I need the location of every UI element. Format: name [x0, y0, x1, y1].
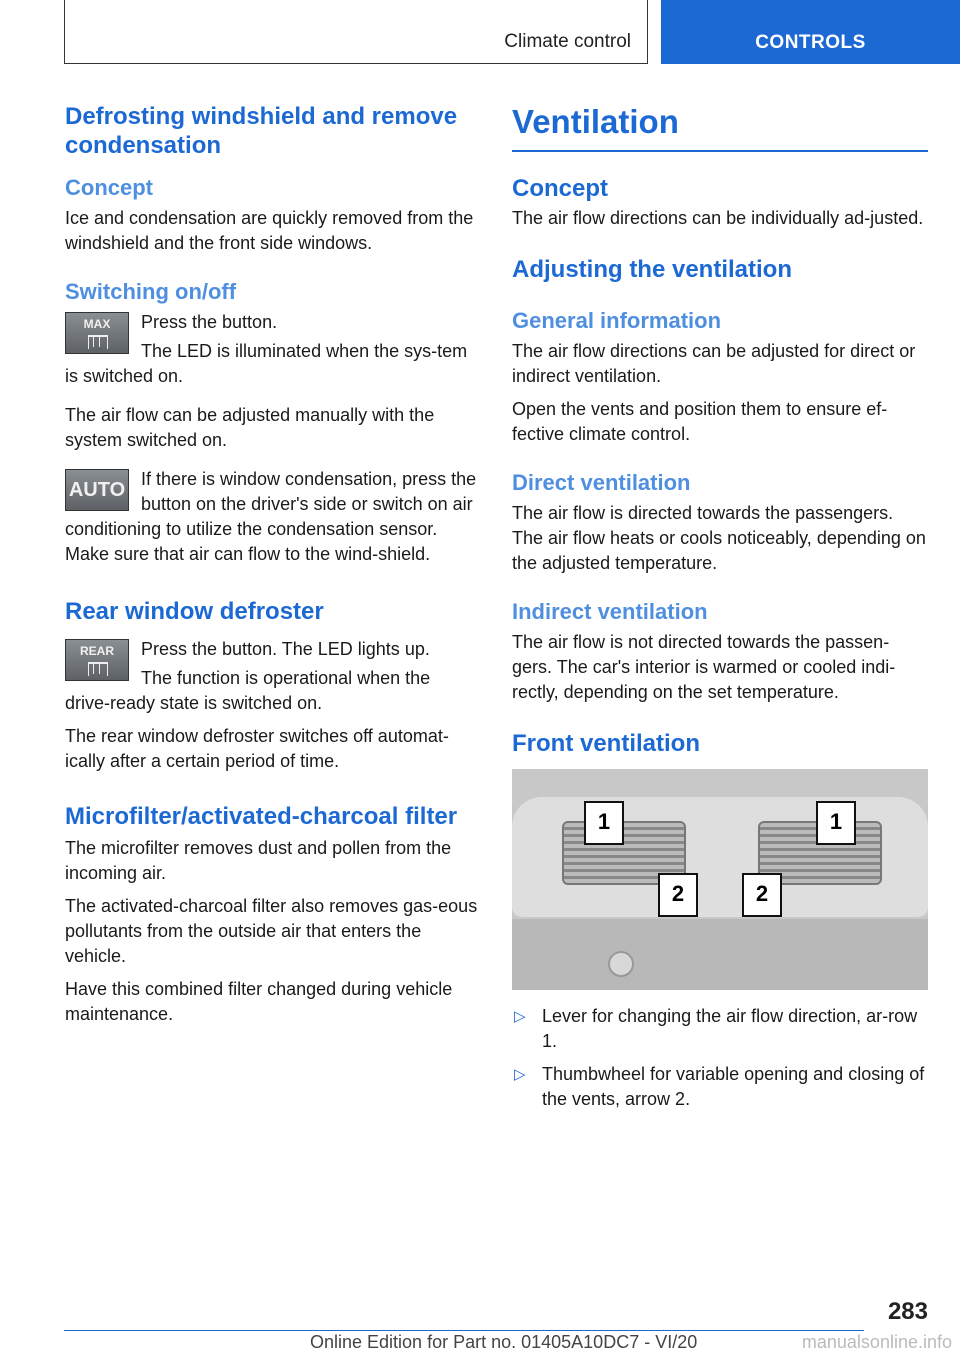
- filter-text-1: The microfilter removes dust and pollen from the incoming air.: [65, 838, 452, 883]
- indirect-ventilation-heading: Indirect ventilation: [512, 599, 708, 624]
- front-vents-photo: [512, 769, 928, 990]
- rear-icon-label: REAR: [79, 644, 114, 658]
- ventilation-concept-text: The air flow directions can be individually ad-justed.: [512, 208, 924, 228]
- rear-defroster-heading: Rear window defroster: [65, 598, 324, 625]
- bullet-arrow-icon: ▷: [514, 1066, 526, 1083]
- header-chapter-tab[interactable]: [661, 0, 960, 64]
- rear-defrost-row: [65, 637, 480, 724]
- rear-press-text: Press the button. The LED lights up.: [141, 639, 430, 659]
- left-column: [65, 102, 480, 1035]
- max-defrost-row: [65, 310, 480, 397]
- windshield-heat-icon: [88, 335, 108, 349]
- filter-text-2: The activated-charcoal filter also removes gas-eous pollutants from the outside air that enters the vehicle.: [65, 896, 478, 966]
- lower-console: [512, 919, 928, 990]
- direct-ventilation-heading: Direct ventilation: [512, 470, 691, 495]
- header-chapter-label: CONTROLS: [755, 32, 866, 53]
- direct-ventilation-text: The air flow is directed towards the passengers. The air flow heats or cools noticeably, depending on the adjusted temperature.: [512, 503, 926, 573]
- header-section-box: [64, 0, 648, 64]
- list-item: ▷ Lever for changing the air flow direction, ar-row 1.: [514, 1006, 918, 1051]
- defrost-concept-text: Ice and condensation are quickly removed from the windshield and the front side windows.: [65, 208, 474, 253]
- front-ventilation-heading: Front ventilation: [512, 730, 700, 757]
- max-defrost-button-icon: [65, 312, 129, 354]
- rear-operational-text: The function is operational when the drive-ready state is switched on.: [65, 668, 431, 713]
- switch-led-text: The LED is illuminated when the sys-tem is switched on.: [65, 341, 468, 386]
- header-section-title: Climate control: [504, 31, 631, 52]
- arrow-label-1-right: 1: [816, 801, 856, 845]
- arrow-label-1-left: 1: [584, 801, 624, 845]
- defrost-title: Defrosting windshield and remove condensation: [65, 103, 458, 159]
- filter-heading: Microfilter/activated-charcoal filter: [65, 803, 458, 830]
- general-info-text-2: Open the vents and position them to ensure ef-fective climate control.: [512, 399, 888, 444]
- footer-watermark: manualsonline.info: [801, 1332, 952, 1352]
- list-item: ▷ Thumbwheel for variable opening and closing of the vents, arrow 2.: [514, 1064, 925, 1109]
- right-column: [512, 102, 928, 1120]
- auto-row: [65, 467, 480, 597]
- ventilation-concept-heading: Concept: [512, 175, 608, 202]
- rear-defrost-button-icon: [65, 639, 129, 681]
- page-number: 283: [887, 1298, 928, 1325]
- switch-press-text: Press the button.: [141, 312, 278, 332]
- switching-heading: Switching on/off: [65, 279, 237, 304]
- ventilation-title: Ventilation: [512, 102, 928, 152]
- general-info-text-1: The air flow directions can be adjusted for direct or indirect ventilation.: [512, 341, 916, 386]
- arrow-label-2-left: 2: [658, 873, 698, 917]
- switch-condensation-text: If there is window condensation, press the button on the driver's side or switch on air conditioning to utilize the condensation sensor. Make sure that air can flow to the wind-shield.: [65, 469, 477, 564]
- auto-button-icon: [65, 469, 129, 511]
- footer-edition: Online Edition for Part no. 01405A10DC7 - VI/20: [310, 1332, 698, 1352]
- indirect-ventilation-text: The air flow is not directed towards the passen-gers. The car's interior is warmed or cooled indi-rectly, depending on the set temperature.: [512, 632, 896, 702]
- adjusting-heading: Adjusting the ventilation: [512, 256, 792, 283]
- vent-parts-list: [512, 1004, 928, 1112]
- defrost-concept-heading: Concept: [65, 175, 153, 200]
- footer-rule: [64, 1330, 864, 1331]
- filter-text-3: Have this combined filter changed during vehicle maintenance.: [65, 979, 453, 1024]
- bullet-arrow-icon: ▷: [514, 1008, 526, 1025]
- max-icon-label: MAX: [83, 317, 111, 331]
- arrow-label-2-right: 2: [742, 873, 782, 917]
- general-info-heading: General information: [512, 308, 722, 333]
- control-knob: [608, 951, 634, 977]
- switch-airflow-text: The air flow can be adjusted manually with the system switched on.: [65, 405, 435, 450]
- rear-auto-off-text: The rear window defroster switches off automat-ically after a certain period of time.: [65, 726, 449, 771]
- rear-window-heat-icon: [88, 662, 108, 676]
- auto-icon-label: AUTO: [68, 479, 126, 501]
